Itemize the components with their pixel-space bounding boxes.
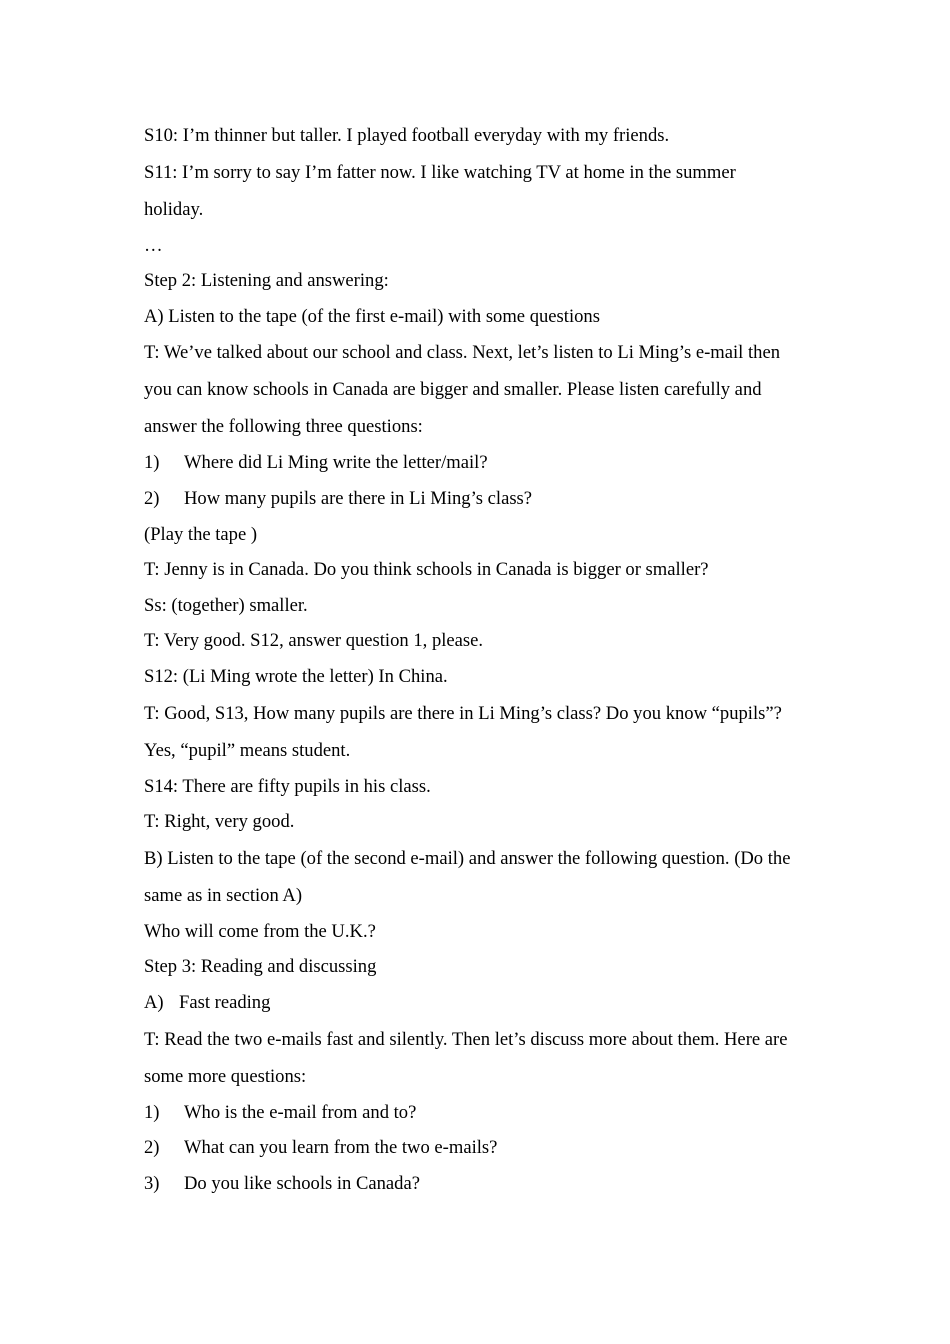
list-text: Fast reading	[179, 991, 271, 1013]
ellipsis: …	[144, 234, 163, 256]
teacher-right: T: Right, very good.	[144, 811, 295, 833]
list-text: Who is the e-mail from and to?	[184, 1101, 417, 1123]
line-s10: S10: I’m thinner but taller. I played football everyday with my friends.	[144, 125, 670, 146]
list-number: 1)	[144, 1101, 160, 1123]
step-3-heading: Step 3: Reading and discussing	[144, 956, 377, 978]
line-s11: S11: I’m sorry to say I’m fatter now. I like watching TV at home in the summer holiday.	[144, 161, 736, 220]
teacher-intro: T: We’ve talked about our school and class. Next, let’s listen to Li Ming’s e-mail then you can know schools in Canada are bigger and smaller. Please listen carefully and answer the following three questions:	[144, 342, 780, 438]
question-list-item	[144, 1166, 809, 1202]
step-2-heading: Step 2: Listening and answering:	[144, 270, 389, 292]
question-list-item	[144, 481, 809, 517]
line-s14: S14: There are fifty pupils in his class.	[144, 775, 431, 797]
play-tape: (Play the tape )	[144, 523, 258, 545]
list-number: 2)	[144, 1137, 160, 1159]
teacher-very-good: T: Very good. S12, answer question 1, please.	[144, 630, 484, 652]
document-body	[144, 118, 809, 1201]
question-list-item	[144, 445, 809, 481]
list-number: A)	[144, 991, 164, 1013]
section-b-instruction: B) Listen to the tape (of the second e-mail) and answer the following question. (Do the same as in section A)	[144, 847, 791, 906]
line-s12: S12: (Li Ming wrote the letter) In China.	[144, 665, 448, 687]
list-text: Do you like schools in Canada?	[184, 1172, 420, 1194]
students-smaller: Ss: (together) smaller.	[144, 594, 308, 616]
list-number: 1)	[144, 452, 160, 474]
question-list-item	[144, 1095, 809, 1131]
fast-reading-item	[144, 985, 809, 1021]
section-a-instruction: A) Listen to the tape (of the first e-mail) with some questions	[144, 305, 600, 327]
question-uk: Who will come from the U.K.?	[144, 920, 376, 942]
teacher-read: T: Read the two e-mails fast and silently. Then let’s discuss more about them. Here are some more questions:	[144, 1028, 788, 1087]
list-number: 3)	[144, 1172, 160, 1194]
teacher-jenny: T: Jenny is in Canada. Do you think schools in Canada is bigger or smaller?	[144, 559, 709, 581]
list-text: Where did Li Ming write the letter/mail?	[184, 452, 488, 474]
list-text: What can you learn from the two e-mails?	[184, 1137, 498, 1159]
teacher-good-s13: T: Good, S13, How many pupils are there in Li Ming’s class? Do you know “pupils”? Yes, “pupil” means student.	[144, 702, 782, 761]
list-text: How many pupils are there in Li Ming’s class?	[184, 487, 533, 509]
list-number: 2)	[144, 487, 160, 509]
question-list-item	[144, 1130, 809, 1166]
